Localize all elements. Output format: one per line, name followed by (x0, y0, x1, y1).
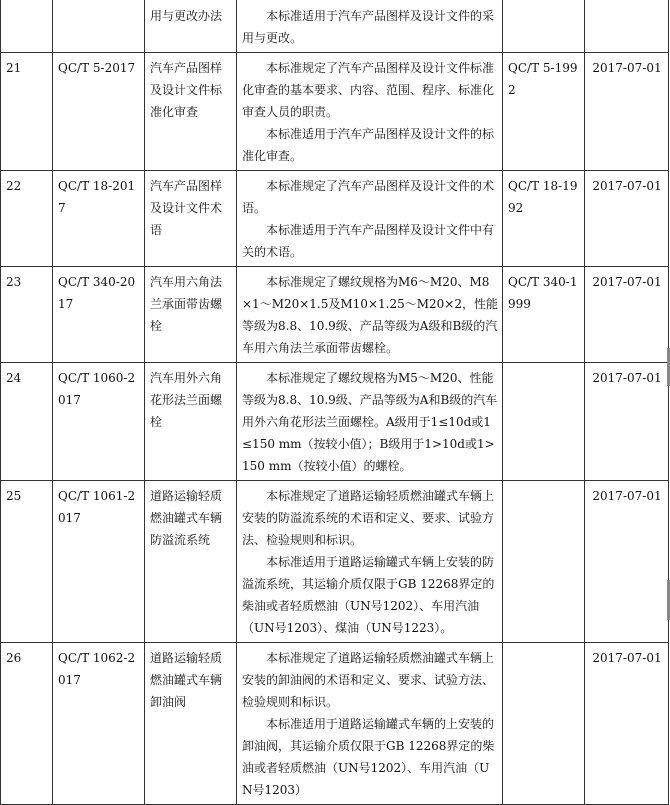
row-number: 26 (1, 643, 53, 805)
standard-name: 用与更改办法 (145, 0, 237, 53)
standard-name: 汽车产品图样及设计文件术语 (145, 171, 237, 267)
standard-name: 汽车用六角法兰承面带齿螺栓 (145, 267, 237, 363)
standard-name: 汽车用外六角花形法兰面螺栓 (145, 363, 237, 481)
effective-date: 2017-07-01 (585, 267, 669, 363)
table-row (1, 53, 669, 171)
row-number (1, 0, 53, 53)
effective-date (585, 0, 669, 53)
scope-paragraph: 本标准规定了螺纹规格为M5～M20、性能等级为8.8、10.9级、产品等级为A和B级的汽车用外六角花形法兰面螺栓。A级用于1≤10d或1≤150 mm（按较小值）；B级用于1>10d或1>150 mm（按较小值）的螺栓。 (242, 371, 498, 473)
replaced-standard (503, 363, 585, 481)
table-row (1, 363, 669, 481)
standard-code: QC/T 1061-2017 (53, 481, 145, 643)
standard-code: QC/T 340-2017 (53, 267, 145, 363)
scope-paragraph: 本标准规定了螺纹规格为M6～M20、M8×1～M20×1.5及M10×1.25～M20×2，性能等级为8.8、10.9级、产品等级为A级和B级的汽车用六角法兰承面带齿螺栓。 (242, 275, 498, 355)
table-row (1, 481, 669, 643)
effective-date: 2017-07-01 (585, 171, 669, 267)
standard-scope (237, 363, 503, 481)
replaced-standard: QC/T 5-1992 (503, 53, 585, 171)
scope-paragraph: 本标准适用于道路运输罐式车辆的上安装的卸油阀，其运输介质仅限于GB 12268界定的柴油或者轻质燃油（UN号1202）、车用汽油（UN号1203） (242, 717, 495, 797)
row-number: 24 (1, 363, 53, 481)
scope-paragraph: 本标准适用于汽车产品图样及设计文件的采用与更改。 (242, 9, 495, 45)
effective-date: 2017-07-01 (585, 643, 669, 805)
standard-code: QC/T 1062-2017 (53, 643, 145, 805)
scope-paragraph: 本标准规定了道路运输轻质燃油罐式车辆上安装的防溢流系统的术语和定义、要求、试验方法、检验规则和标识。 (242, 489, 495, 547)
effective-date: 2017-07-01 (585, 363, 669, 481)
standards-table-body (1, 0, 669, 805)
standard-code: QC/T 5-2017 (53, 53, 145, 171)
standard-code: QC/T 1060-2017 (53, 363, 145, 481)
standard-scope (237, 0, 503, 53)
scope-paragraph: 本标准适用于汽车产品图样及设计文件中有关的术语。 (242, 223, 495, 259)
standard-name: 汽车产品图样及设计文件标准化审查 (145, 53, 237, 171)
standard-scope (237, 267, 503, 363)
standard-code: QC/T 18-2017 (53, 171, 145, 267)
replaced-standard: QC/T 340-1999 (503, 267, 585, 363)
standard-scope (237, 53, 503, 171)
table-row (1, 0, 669, 53)
table-row (1, 267, 669, 363)
replaced-standard (503, 643, 585, 805)
scope-paragraph: 本标准规定了汽车产品图样及设计文件标准化审查的基本要求、内容、范围、程序、标准化审查人员的职责。 (242, 61, 495, 119)
standard-name: 道路运输轻质燃油罐式车辆卸油阀 (145, 643, 237, 805)
replaced-standard: QC/T 18-1992 (503, 171, 585, 267)
standard-name: 道路运输轻质燃油罐式车辆防溢流系统 (145, 481, 237, 643)
row-number: 23 (1, 267, 53, 363)
row-number: 21 (1, 53, 53, 171)
standard-scope (237, 481, 503, 643)
table-row (1, 643, 669, 805)
scope-paragraph: 本标准规定了道路运输轻质燃油罐式车辆上安装的卸油阀的术语和定义、要求、试验方法、检验规则和标识。 (242, 651, 495, 709)
scope-paragraph: 本标准适用于汽车产品图样及设计文件的标准化审查。 (242, 127, 495, 163)
scope-paragraph: 本标准适用于道路运输罐式车辆上安装的防溢流系统，其运输介质仅限于GB 12268界定的柴油或者轻质燃油（UN号1202）、车用汽油（UN号1203）、煤油（UN号1223）。 (242, 555, 495, 635)
row-number: 25 (1, 481, 53, 643)
row-number: 22 (1, 171, 53, 267)
scope-paragraph: 本标准规定了汽车产品图样及设计文件的术语。 (242, 179, 495, 215)
standard-scope (237, 643, 503, 805)
effective-date: 2017-07-01 (585, 481, 669, 643)
table-row (1, 171, 669, 267)
replaced-standard (503, 481, 585, 643)
replaced-standard (503, 0, 585, 53)
effective-date: 2017-07-01 (585, 53, 669, 171)
standard-scope (237, 171, 503, 267)
standard-code (53, 0, 145, 53)
